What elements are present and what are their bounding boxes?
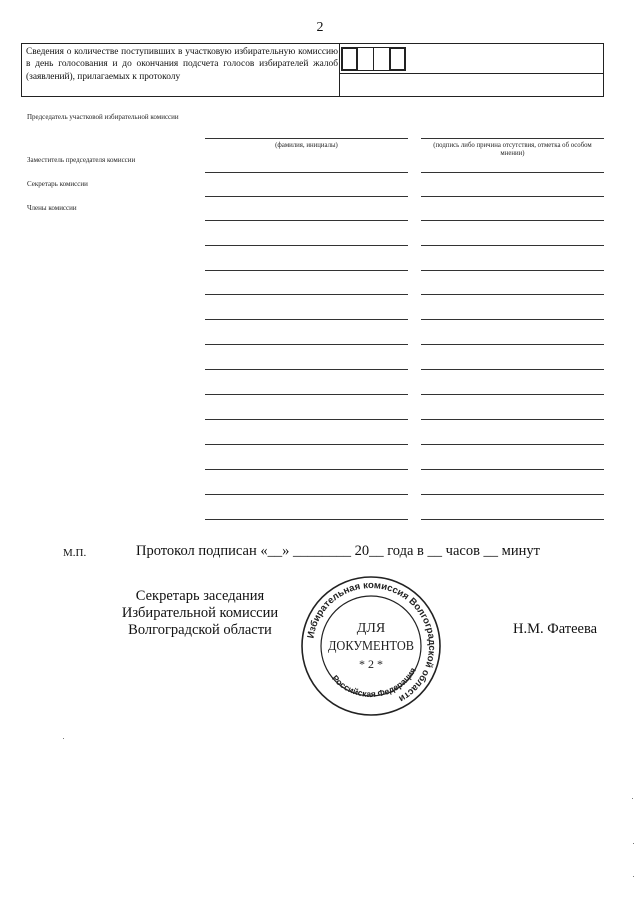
count-cell[interactable]	[357, 47, 374, 71]
secretary-line: Секретарь заседания	[135, 588, 265, 604]
stamp-place-label: М.П.	[63, 547, 87, 559]
name-line	[205, 294, 408, 295]
signature-line	[421, 172, 604, 173]
signature-line	[421, 519, 604, 520]
name-line	[205, 519, 408, 520]
name-line	[205, 344, 408, 345]
signature-line	[421, 294, 604, 295]
secretary-block	[100, 588, 300, 639]
name-line	[205, 270, 408, 271]
name-line	[205, 172, 408, 173]
seal-outer-text: Избирательная комиссия Волгоградской области	[305, 579, 438, 705]
count-cell[interactable]	[389, 47, 406, 71]
name-line	[205, 245, 408, 246]
scan-speck	[633, 843, 634, 844]
signature-line	[421, 220, 604, 221]
complaints-count-cells[interactable]	[341, 47, 405, 71]
name-line	[205, 319, 408, 320]
signature-line	[421, 369, 604, 370]
signature-line	[421, 245, 604, 246]
signature-line	[421, 319, 604, 320]
secretary-name: Н.М. Фатеева	[513, 621, 598, 637]
name-line	[205, 419, 408, 420]
count-cell[interactable]	[341, 47, 358, 71]
scan-speck	[63, 738, 64, 739]
signature-line	[421, 344, 604, 345]
name-line	[205, 138, 408, 139]
name-line	[205, 394, 408, 395]
seal-center-line2: ДОКУМЕНТОВ	[328, 638, 414, 653]
signature-line	[421, 394, 604, 395]
complaints-info-text: Сведения о количестве поступивших в участковую избирательную комиссию в день голосования и до окончания подсчета голосов избирателей жалоб (заявлений), прилагаемых к протоколу	[26, 47, 338, 82]
info-box-row-divider	[339, 73, 603, 74]
seal-center-number: * 2 *	[359, 657, 383, 671]
seal-bottom-text: Российская Федерация	[330, 665, 418, 700]
signature-line	[421, 469, 604, 470]
name-line	[205, 196, 408, 197]
role-secretary: Секретарь комиссии	[27, 180, 88, 188]
count-cell[interactable]	[373, 47, 390, 71]
name-line	[205, 444, 408, 445]
official-seal	[300, 575, 442, 717]
signature-line	[421, 196, 604, 197]
secretary-line: Избирательной комиссии	[121, 605, 279, 621]
signature-line	[421, 444, 604, 445]
secretary-line: Волгоградской области	[128, 622, 272, 638]
signature-line	[421, 419, 604, 420]
complaints-info-box	[21, 43, 604, 97]
role-deputy: Заместитель председателя комиссии	[27, 156, 136, 164]
info-box-divider	[339, 44, 340, 96]
name-line	[205, 494, 408, 495]
seal-center-line1: ДЛЯ	[356, 621, 386, 636]
protocol-signed-line: Протокол подписан «__» ________ 20__ года в __ часов __ минут	[136, 543, 540, 559]
signature-line	[421, 494, 604, 495]
name-line	[205, 469, 408, 470]
page-number: 2	[316, 20, 324, 35]
scan-speck	[632, 798, 633, 799]
signature-line	[421, 138, 604, 139]
scan-speck	[633, 876, 634, 877]
caption-signature: (подпись либо причина отсутствия, отметка об особом мнении)	[433, 142, 592, 157]
caption-name: (фамилия, инициалы)	[275, 142, 338, 149]
role-members: Члены комиссии	[27, 204, 77, 212]
role-chairman: Председатель участковой избирательной комиссии	[27, 113, 179, 121]
signature-line	[421, 270, 604, 271]
name-line	[205, 369, 408, 370]
name-line	[205, 220, 408, 221]
